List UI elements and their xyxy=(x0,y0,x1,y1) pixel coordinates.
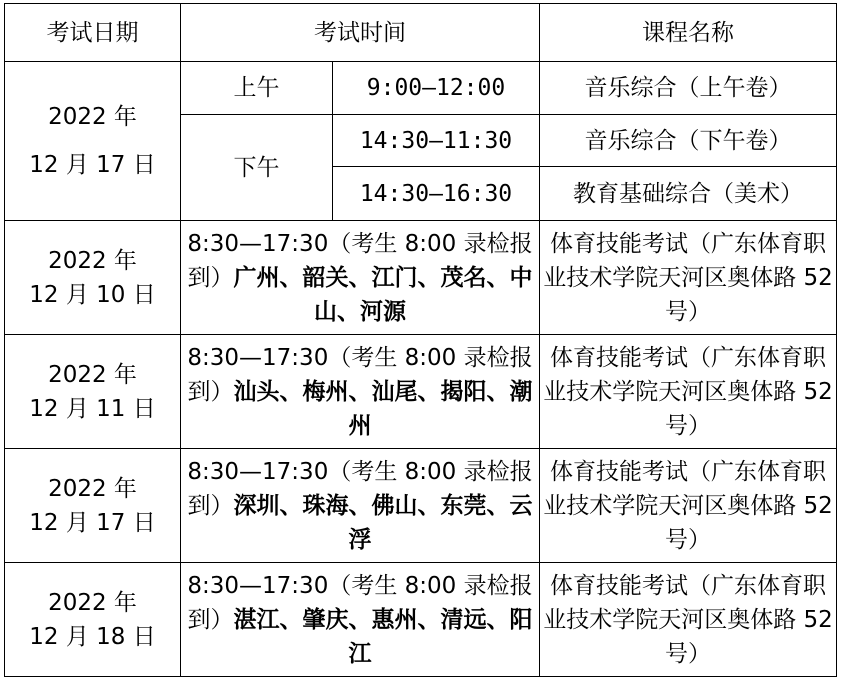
time-detail-cell xyxy=(181,335,540,449)
table-row xyxy=(5,221,837,335)
course-cell: 体育技能考试（广东体育职业技术学院天河区奥体路 52 号） xyxy=(540,221,837,335)
table-row xyxy=(5,335,837,449)
date-year: 2022 年 xyxy=(48,104,137,130)
city-list: 湛江、肇庆、惠州、清远、阳江 xyxy=(233,606,533,667)
time-cell: 9:00—12:00 xyxy=(333,62,540,115)
date-year: 2022 年 xyxy=(48,361,137,388)
time-cell: 14:30—16:30 xyxy=(333,167,540,221)
header-time: 考试时间 xyxy=(181,4,540,62)
date-day: 12 月 10 日 xyxy=(29,281,156,308)
date-day: 12 月 11 日 xyxy=(29,395,156,422)
header-date: 考试日期 xyxy=(5,4,181,62)
date-year: 2022 年 xyxy=(48,247,137,274)
time-detail-cell xyxy=(181,563,540,677)
date-cell xyxy=(5,335,181,449)
city-list: 汕头、梅州、汕尾、揭阳、潮州 xyxy=(233,378,533,439)
table-row xyxy=(5,449,837,563)
date-year: 2022 年 xyxy=(48,475,137,502)
course-cell: 教育基础综合（美术） xyxy=(540,167,837,221)
table-row xyxy=(5,62,837,115)
pm-label: 下午 xyxy=(181,115,333,221)
course-cell: 音乐综合（下午卷） xyxy=(540,115,837,167)
music-exam-date xyxy=(5,62,181,221)
course-cell: 体育技能考试（广东体育职业技术学院天河区奥体路 52 号） xyxy=(540,563,837,677)
date-year: 2022 年 xyxy=(48,589,137,616)
date-cell xyxy=(5,221,181,335)
time-prefix: 8:30—17:30（考生 8:00 录检报到） xyxy=(187,572,533,633)
time-detail-cell xyxy=(181,449,540,563)
date-cell xyxy=(5,449,181,563)
course-cell: 体育技能考试（广东体育职业技术学院天河区奥体路 52 号） xyxy=(540,449,837,563)
header-row xyxy=(5,4,837,62)
date-day: 12 月 18 日 xyxy=(29,623,156,650)
time-prefix: 8:30—17:30（考生 8:00 录检报到） xyxy=(187,344,533,405)
date-day: 12 月 17 日 xyxy=(29,509,156,536)
time-prefix: 8:30—17:30（考生 8:00 录检报到） xyxy=(187,458,533,519)
exam-schedule-table xyxy=(4,3,837,677)
time-cell: 14:30—11:30 xyxy=(333,115,540,167)
city-list: 深圳、珠海、佛山、东莞、云浮 xyxy=(233,492,533,553)
table-row xyxy=(5,563,837,677)
course-cell: 体育技能考试（广东体育职业技术学院天河区奥体路 52 号） xyxy=(540,335,837,449)
time-detail-cell xyxy=(181,221,540,335)
city-list: 广州、韶关、江门、茂名、中山、河源 xyxy=(233,264,533,325)
time-prefix: 8:30—17:30（考生 8:00 录检报到） xyxy=(187,230,533,291)
course-cell: 音乐综合（上午卷） xyxy=(540,62,837,115)
date-cell xyxy=(5,563,181,677)
header-course: 课程名称 xyxy=(540,4,837,62)
date-day: 12 月 17 日 xyxy=(29,152,156,178)
am-label: 上午 xyxy=(181,62,333,115)
